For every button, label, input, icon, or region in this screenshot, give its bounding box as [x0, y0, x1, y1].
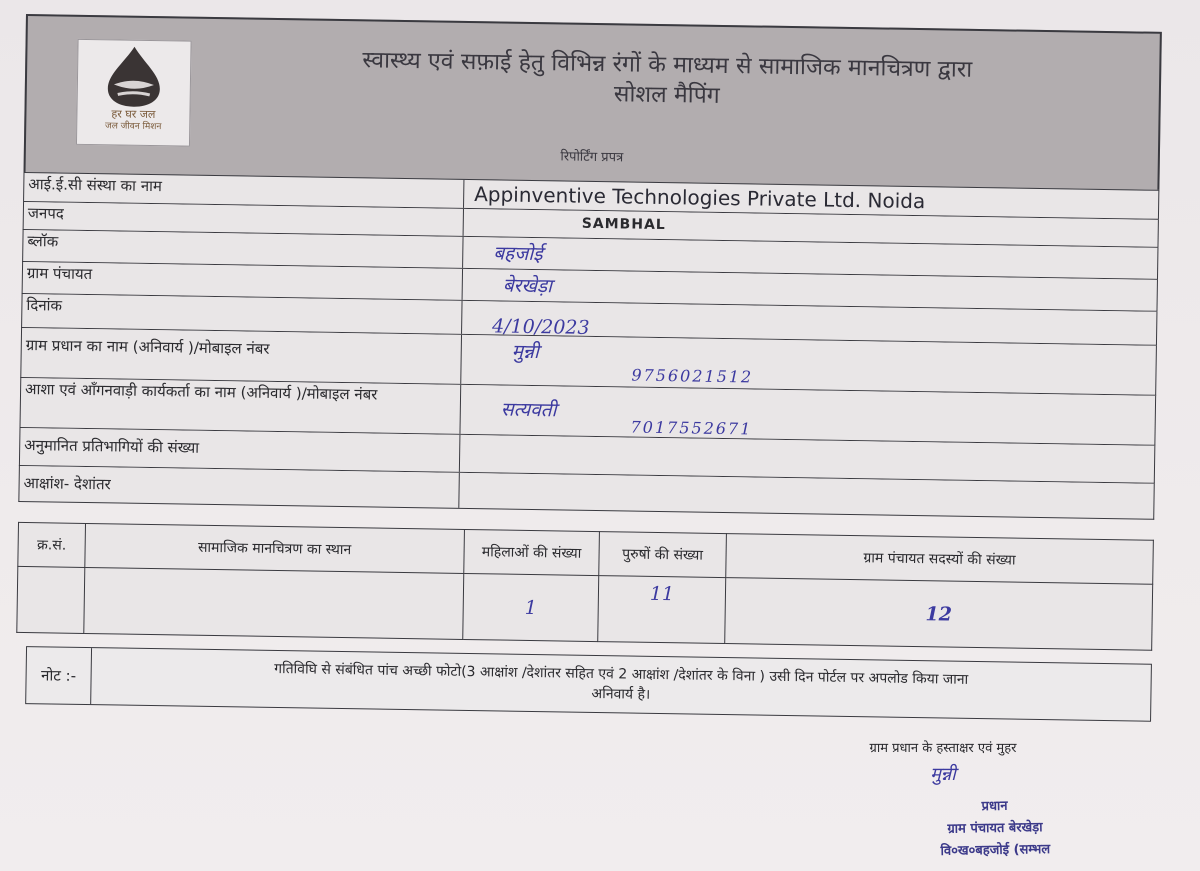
reporting-form — [15, 14, 1162, 722]
asha-name: सत्यवती — [500, 398, 557, 422]
pradhan-signature: मुन्नी — [930, 764, 956, 785]
col-header-location: सामाजिक मानचित्रण का स्थान — [85, 523, 465, 573]
latlong-label: आक्षांश- देशांतर — [19, 466, 459, 508]
col-header-men: पुरुषों की संख्या — [599, 532, 727, 578]
cell-members: 12 — [725, 578, 1153, 651]
signature-block — [838, 738, 1048, 786]
signature-caption: ग्राम प्रधान के हस्ताक्षर एवं मुहर — [869, 741, 1017, 756]
date-value: 4/10/2023 — [491, 315, 590, 339]
pradhan-mobile: 9756021512 — [631, 365, 754, 387]
cell-serial — [17, 566, 85, 633]
col-header-members: ग्राम पंचायत सदस्यों की संख्या — [726, 534, 1154, 585]
gram-panchayat-value: बेरखेड़ा — [502, 274, 553, 298]
asha-mobile: 7017552671 — [630, 417, 753, 439]
participants-label: अनुमानित प्रतिभागियों की संख्या — [20, 428, 461, 472]
block-label: ब्लॉक — [23, 230, 463, 268]
mapping-table — [16, 522, 1154, 651]
cell-men: 11 — [598, 576, 726, 644]
note-line-2: अनिवार्य है। — [591, 685, 651, 703]
cell-women: 1 — [463, 573, 599, 641]
pradhan-stamp — [899, 794, 1090, 863]
cell-location — [84, 567, 464, 639]
form-fields — [18, 172, 1159, 520]
block-value: बहजोई — [493, 242, 543, 266]
stamp-line-3: वि०ख०बहजोई (सम्भल — [940, 842, 1051, 859]
district-label: जनपद — [24, 202, 464, 236]
water-drop-icon — [78, 40, 191, 112]
note-label: नोट :- — [26, 647, 92, 704]
asha-label: आशा एवं आँगनवाड़ी कार्यकर्ता का नाम (अनिवार्य )/मोबाइल नंबर — [21, 378, 462, 434]
note-text — [91, 648, 1151, 721]
form-title — [207, 43, 1128, 117]
title-line-2: सोशल मैपिंग — [613, 81, 720, 109]
title-line-1: स्वास्थ्य एवं सफ़ाई हेतु विभिन्न रंगों के माध्यम से सामाजिक मानचित्रण द्वारा — [362, 47, 973, 83]
har-ghar-jal-logo — [76, 39, 192, 147]
note-line-1: गतिविघि से संबंधित पांच अच्छी फोटो(3 आक्षांश /देशांतर सहित एवं 2 आक्षांश /देशांतर के विना ) उसी दिन पोर्टल पर अपलोड किया जाना — [274, 660, 969, 688]
pradhan-label: ग्राम प्रधान का नाम (अनिवार्य )/मोबाइल नंबर — [21, 328, 462, 384]
stamp-line-1: प्रधान — [981, 798, 1008, 815]
district-value: SAMBHAL — [581, 215, 666, 234]
logo-text: हर घर जल — [111, 107, 156, 122]
gram-panchayat-label: ग्राम पंचायत — [23, 262, 463, 300]
logo-subtext: जल जीवन मिशन — [104, 121, 162, 133]
note-box — [25, 646, 1152, 722]
pradhan-name: मुन्नी — [511, 340, 540, 364]
org-label: आई.ई.सी संस्था का नाम — [24, 173, 464, 208]
date-label: दिनांक — [22, 294, 462, 334]
col-header-women: महिलाओं की संख्या — [464, 529, 600, 575]
col-header-serial: क्र.सं. — [18, 522, 86, 567]
form-header — [23, 14, 1161, 192]
org-value: Appinventive Technologies Private Ltd. Noida — [474, 182, 926, 214]
stamp-line-2: ग्राम पंचायत बेरखेड़ा — [947, 820, 1043, 837]
form-subtitle: रिपोर्टिंग प्रपत्र — [560, 149, 624, 166]
